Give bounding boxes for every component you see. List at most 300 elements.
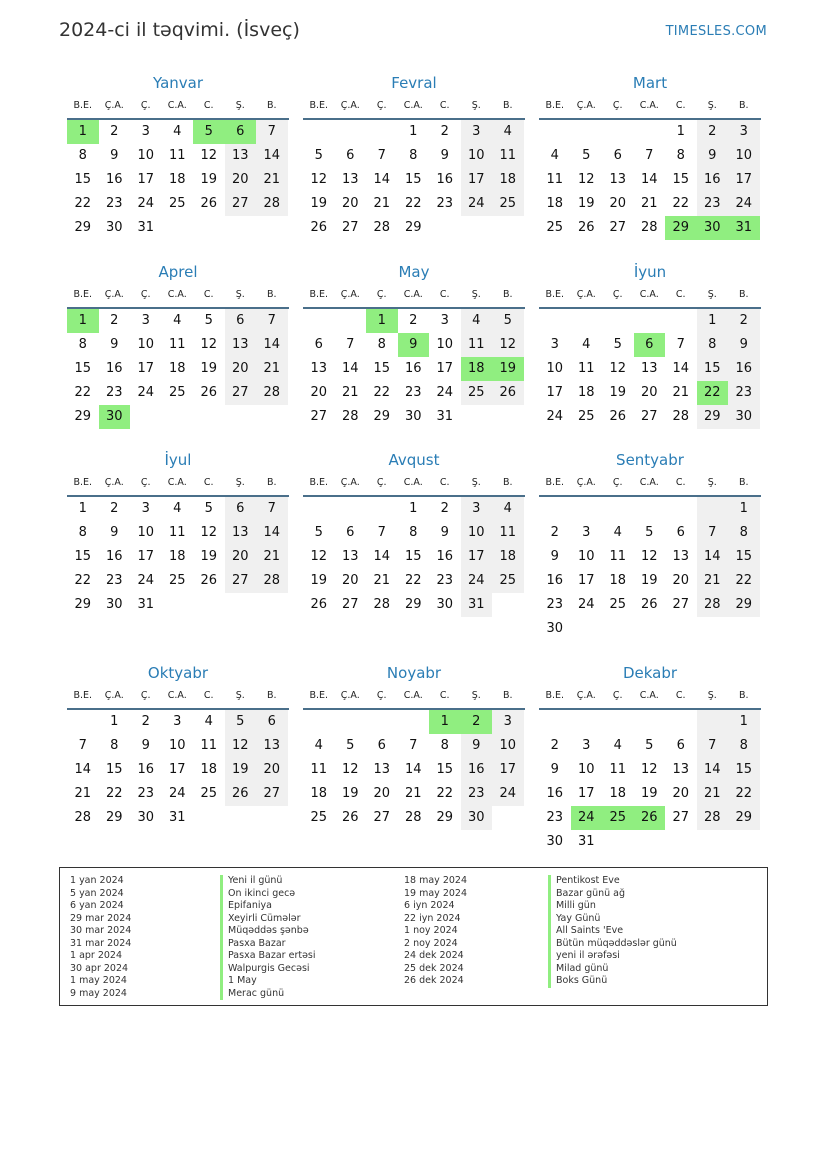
day-cell: 13 xyxy=(373,762,391,777)
weekday-label: C. xyxy=(203,477,214,488)
day-cell: 28 xyxy=(341,409,359,424)
day-cell: 21 xyxy=(404,786,422,801)
day-cell: 28 xyxy=(256,381,288,405)
weekday-header xyxy=(67,94,289,120)
day-cell: 16 xyxy=(728,357,760,381)
day-cell: 21 xyxy=(672,385,690,400)
legend-entry: 5 yan 2024 xyxy=(70,887,124,899)
day-cell: 29 xyxy=(404,597,422,612)
day-cell: 26 xyxy=(634,806,666,830)
day-cell: 15 xyxy=(404,549,422,564)
day-cell: 8 xyxy=(409,525,418,540)
empty-cell xyxy=(571,710,603,734)
day-cell: 19 xyxy=(310,196,328,211)
day-cell: 19 xyxy=(200,549,218,564)
legend-entry: All Saints 'Eve xyxy=(548,925,677,938)
day-cell: 17 xyxy=(461,545,493,569)
day-cell: 5 xyxy=(346,738,355,753)
day-cell: 26 xyxy=(341,810,359,825)
day-cell: 20 xyxy=(640,385,658,400)
day-cell: 14 xyxy=(697,758,729,782)
day-cell: 16 xyxy=(546,786,564,801)
month-name: Mart xyxy=(632,74,668,92)
day-cell: 30 xyxy=(436,597,454,612)
day-grid xyxy=(303,710,525,830)
month-name: Avqust xyxy=(388,451,440,469)
weekday-label: C. xyxy=(675,100,686,111)
day-cell: 5 xyxy=(225,710,257,734)
month-name: Yanvar xyxy=(152,74,204,92)
day-cell: 3 xyxy=(141,313,150,328)
day-cell: 13 xyxy=(310,361,328,376)
day-cell: 31 xyxy=(168,810,186,825)
day-cell: 4 xyxy=(173,124,182,139)
day-cell: 19 xyxy=(640,573,658,588)
day-cell: 3 xyxy=(141,124,150,139)
day-cell: 7 xyxy=(409,738,418,753)
day-cell: 5 xyxy=(492,309,524,333)
day-cell: 13 xyxy=(256,734,288,758)
weekday-label: C.A. xyxy=(403,289,423,300)
day-cell: 11 xyxy=(461,333,493,357)
day-cell: 23 xyxy=(436,573,454,588)
day-cell: 7 xyxy=(377,525,386,540)
day-cell: 28 xyxy=(640,220,658,235)
day-cell: 25 xyxy=(492,569,524,593)
weekday-label: C. xyxy=(439,100,450,111)
weekday-label: Ç.A. xyxy=(576,477,596,488)
day-cell: 26 xyxy=(200,385,218,400)
day-cell: 22 xyxy=(373,385,391,400)
day-cell: 2 xyxy=(440,501,449,516)
legend-entry: 25 dek 2024 xyxy=(404,962,464,974)
day-cell: 6 xyxy=(314,337,323,352)
legend-names-col2 xyxy=(548,875,677,988)
weekday-label: C.A. xyxy=(403,477,423,488)
day-cell: 12 xyxy=(640,549,658,564)
day-cell: 17 xyxy=(728,168,760,192)
day-cell: 22 xyxy=(404,196,422,211)
empty-cell xyxy=(335,120,367,144)
day-grid xyxy=(67,309,289,429)
day-cell: 13 xyxy=(672,549,690,564)
weekday-label: Ş. xyxy=(471,690,481,701)
day-cell: 23 xyxy=(461,782,493,806)
day-cell: 21 xyxy=(697,569,729,593)
weekday-label: C.A. xyxy=(639,100,659,111)
day-cell: 1 xyxy=(67,120,99,144)
empty-cell xyxy=(303,710,335,734)
day-cell: 20 xyxy=(672,786,690,801)
day-cell: 8 xyxy=(728,521,760,545)
legend-entry: Walpurgis Gecəsi xyxy=(220,963,316,976)
day-grid xyxy=(67,497,289,617)
month-name: Aprel xyxy=(158,263,198,281)
day-cell: 13 xyxy=(225,144,257,168)
day-cell: 22 xyxy=(697,381,729,405)
day-cell: 12 xyxy=(310,172,328,187)
day-cell: 29 xyxy=(74,220,92,235)
day-cell: 12 xyxy=(492,333,524,357)
empty-cell xyxy=(539,120,571,144)
day-cell: 16 xyxy=(546,573,564,588)
day-cell: 12 xyxy=(225,734,257,758)
weekday-label: B. xyxy=(502,690,513,701)
weekday-label: Ş. xyxy=(707,690,717,701)
day-cell: 27 xyxy=(609,220,627,235)
day-cell: 2 xyxy=(728,309,760,333)
holiday-legend xyxy=(59,867,768,1006)
day-cell: 3 xyxy=(461,497,493,521)
day-cell: 17 xyxy=(137,172,155,187)
weekday-label: B.E. xyxy=(545,289,565,300)
day-cell: 29 xyxy=(436,810,454,825)
day-cell: 1 xyxy=(429,710,461,734)
legend-entry: 1 apr 2024 xyxy=(70,950,123,961)
weekday-header xyxy=(539,684,761,710)
day-cell: 14 xyxy=(256,521,288,545)
day-grid xyxy=(539,120,761,240)
day-cell: 7 xyxy=(256,497,288,521)
day-cell: 23 xyxy=(728,381,760,405)
weekday-label: Ç.A. xyxy=(340,289,360,300)
month-4 xyxy=(303,261,525,429)
weekday-label: B. xyxy=(738,690,749,701)
day-cell: 28 xyxy=(373,220,391,235)
day-cell: 24 xyxy=(168,786,186,801)
weekday-label: Ç. xyxy=(376,477,387,488)
day-cell: 25 xyxy=(609,597,627,612)
month-name: May xyxy=(398,263,430,281)
day-cell: 29 xyxy=(373,409,391,424)
month-5 xyxy=(539,261,761,429)
day-cell: 6 xyxy=(613,148,622,163)
empty-cell xyxy=(697,710,729,734)
day-cell: 24 xyxy=(461,569,493,593)
day-cell: 3 xyxy=(728,120,760,144)
day-grid xyxy=(67,710,289,830)
page-title: 2024-ci il təqvimi. (İsveç) xyxy=(59,19,300,41)
day-cell: 9 xyxy=(440,148,449,163)
day-cell: 10 xyxy=(492,734,524,758)
day-cell: 30 xyxy=(404,409,422,424)
weekday-label: C. xyxy=(675,477,686,488)
day-grid xyxy=(303,120,525,240)
weekday-label: C.A. xyxy=(167,690,187,701)
day-cell: 28 xyxy=(256,569,288,593)
empty-cell xyxy=(571,120,603,144)
empty-cell xyxy=(67,710,99,734)
day-cell: 14 xyxy=(74,762,92,777)
empty-cell xyxy=(539,710,571,734)
weekday-label: Ç. xyxy=(140,289,151,300)
day-cell: 6 xyxy=(676,525,685,540)
day-cell: 2 xyxy=(440,124,449,139)
empty-cell xyxy=(634,309,666,333)
day-cell: 11 xyxy=(609,549,627,564)
day-cell: 16 xyxy=(461,758,493,782)
day-cell: 6 xyxy=(377,738,386,753)
day-cell: 1 xyxy=(409,124,418,139)
day-grid xyxy=(539,309,761,429)
day-cell: 12 xyxy=(341,762,359,777)
day-cell: 8 xyxy=(697,333,729,357)
day-cell: 6 xyxy=(346,148,355,163)
day-cell: 6 xyxy=(676,738,685,753)
day-cell: 5 xyxy=(193,120,225,144)
day-cell: 30 xyxy=(546,621,564,636)
legend-entry: Pentikost Eve xyxy=(548,875,677,888)
day-cell: 31 xyxy=(137,220,155,235)
day-cell: 7 xyxy=(377,148,386,163)
day-cell: 24 xyxy=(577,597,595,612)
day-cell: 14 xyxy=(404,762,422,777)
day-cell: 27 xyxy=(373,810,391,825)
legend-entry: Bütün müqəddəslər günü xyxy=(548,938,677,951)
weekday-label: C.A. xyxy=(403,100,423,111)
day-cell: 26 xyxy=(492,381,524,405)
empty-cell xyxy=(634,120,666,144)
day-cell: 4 xyxy=(492,120,524,144)
day-cell: 28 xyxy=(672,409,690,424)
day-cell: 11 xyxy=(168,525,186,540)
day-cell: 5 xyxy=(645,525,654,540)
day-cell: 31 xyxy=(728,216,760,240)
day-cell: 14 xyxy=(640,172,658,187)
month-6 xyxy=(67,449,289,617)
month-name: İyun xyxy=(633,263,667,281)
day-cell: 23 xyxy=(546,597,564,612)
day-cell: 15 xyxy=(672,172,690,187)
day-cell: 26 xyxy=(310,597,328,612)
day-cell: 19 xyxy=(225,758,257,782)
day-cell: 26 xyxy=(640,597,658,612)
legend-entry: 18 may 2024 xyxy=(404,875,468,886)
day-cell: 21 xyxy=(74,786,92,801)
weekday-label: C.A. xyxy=(639,289,659,300)
month-10 xyxy=(303,662,525,830)
weekday-label: C. xyxy=(439,289,450,300)
day-cell: 27 xyxy=(256,782,288,806)
month-9 xyxy=(67,662,289,830)
day-cell: 9 xyxy=(550,762,559,777)
day-cell: 2 xyxy=(550,738,559,753)
day-cell: 16 xyxy=(436,549,454,564)
day-cell: 12 xyxy=(609,361,627,376)
day-cell: 29 xyxy=(728,806,760,830)
legend-entry: 31 mar 2024 xyxy=(70,937,132,949)
day-cell: 2 xyxy=(110,501,119,516)
day-cell: 3 xyxy=(440,313,449,328)
day-cell: 19 xyxy=(577,196,595,211)
day-cell: 25 xyxy=(168,196,186,211)
day-cell: 25 xyxy=(546,220,564,235)
day-cell: 19 xyxy=(310,573,328,588)
day-cell: 30 xyxy=(461,806,493,830)
day-cell: 6 xyxy=(634,333,666,357)
day-cell: 13 xyxy=(341,549,359,564)
day-cell: 20 xyxy=(225,545,257,569)
day-cell: 25 xyxy=(168,385,186,400)
weekday-label: Ç.A. xyxy=(104,690,124,701)
weekday-label: B.E. xyxy=(73,289,93,300)
day-cell: 13 xyxy=(672,762,690,777)
weekday-label: Ç. xyxy=(376,690,387,701)
empty-cell xyxy=(665,710,697,734)
brand-link[interactable]: TIMESLES.COM xyxy=(665,24,767,39)
weekday-label: C. xyxy=(203,100,214,111)
weekday-label: Ş. xyxy=(707,477,717,488)
weekday-label: Ç.A. xyxy=(576,289,596,300)
day-cell: 22 xyxy=(105,786,123,801)
day-cell: 17 xyxy=(461,168,493,192)
weekday-label: B. xyxy=(266,289,277,300)
month-name: Oktyabr xyxy=(147,664,209,682)
day-cell: 29 xyxy=(105,810,123,825)
day-cell: 9 xyxy=(398,333,430,357)
day-cell: 3 xyxy=(461,120,493,144)
day-cell: 18 xyxy=(168,549,186,564)
day-cell: 3 xyxy=(582,738,591,753)
day-cell: 5 xyxy=(204,313,213,328)
day-cell: 3 xyxy=(550,337,559,352)
weekday-label: Ç.A. xyxy=(104,477,124,488)
day-cell: 25 xyxy=(492,192,524,216)
weekday-label: B. xyxy=(502,289,513,300)
day-cell: 24 xyxy=(461,192,493,216)
legend-entry: 30 apr 2024 xyxy=(70,962,129,974)
day-cell: 7 xyxy=(697,521,729,545)
day-cell: 14 xyxy=(341,361,359,376)
day-cell: 7 xyxy=(256,120,288,144)
month-name: Fevral xyxy=(391,74,437,92)
legend-entry: 26 dek 2024 xyxy=(404,975,464,986)
empty-cell xyxy=(571,309,603,333)
day-cell: 23 xyxy=(105,573,123,588)
weekday-label: B.E. xyxy=(309,690,329,701)
weekday-header xyxy=(67,684,289,710)
day-cell: 1 xyxy=(697,309,729,333)
day-cell: 24 xyxy=(571,806,603,830)
day-cell: 24 xyxy=(492,782,524,806)
day-cell: 4 xyxy=(613,738,622,753)
day-cell: 17 xyxy=(168,762,186,777)
day-cell: 10 xyxy=(577,762,595,777)
day-cell: 19 xyxy=(492,357,524,381)
day-cell: 30 xyxy=(105,220,123,235)
day-cell: 5 xyxy=(314,148,323,163)
empty-cell xyxy=(665,497,697,521)
legend-dates-col1 xyxy=(70,875,131,1000)
day-cell: 4 xyxy=(550,148,559,163)
day-cell: 16 xyxy=(137,762,155,777)
weekday-label: C. xyxy=(203,289,214,300)
day-cell: 23 xyxy=(546,810,564,825)
legend-entry: 22 iyn 2024 xyxy=(404,912,461,924)
day-cell: 2 xyxy=(409,313,418,328)
day-cell: 8 xyxy=(676,148,685,163)
legend-entry: 30 mar 2024 xyxy=(70,925,132,936)
day-cell: 18 xyxy=(168,172,186,187)
day-cell: 19 xyxy=(609,385,627,400)
day-cell: 19 xyxy=(341,786,359,801)
weekday-label: Ş. xyxy=(471,100,481,111)
day-cell: 16 xyxy=(404,361,422,376)
day-cell: 31 xyxy=(577,834,595,849)
day-cell: 27 xyxy=(341,597,359,612)
day-cell: 4 xyxy=(613,525,622,540)
weekday-label: B. xyxy=(502,100,513,111)
day-cell: 4 xyxy=(173,501,182,516)
weekday-label: Ç. xyxy=(612,477,623,488)
day-cell: 1 xyxy=(366,309,398,333)
weekday-label: Ç. xyxy=(140,477,151,488)
legend-entry: Epifaniya xyxy=(220,900,316,913)
legend-entry: 24 dek 2024 xyxy=(404,950,464,961)
day-cell: 11 xyxy=(310,762,328,777)
weekday-label: Ç.A. xyxy=(340,100,360,111)
day-cell: 25 xyxy=(461,381,493,405)
weekday-label: B.E. xyxy=(309,289,329,300)
day-cell: 8 xyxy=(78,148,87,163)
day-cell: 11 xyxy=(168,337,186,352)
day-cell: 5 xyxy=(645,738,654,753)
empty-cell xyxy=(539,497,571,521)
weekday-label: Ş. xyxy=(235,477,245,488)
day-cell: 31 xyxy=(137,597,155,612)
day-cell: 18 xyxy=(609,786,627,801)
empty-cell xyxy=(602,120,634,144)
weekday-label: B.E. xyxy=(545,477,565,488)
day-cell: 19 xyxy=(640,786,658,801)
day-cell: 12 xyxy=(577,172,595,187)
day-cell: 9 xyxy=(440,525,449,540)
weekday-label: Ş. xyxy=(471,289,481,300)
day-cell: 2 xyxy=(141,714,150,729)
day-cell: 14 xyxy=(256,144,288,168)
day-cell: 3 xyxy=(141,501,150,516)
weekday-label: Ç. xyxy=(140,690,151,701)
day-cell: 6 xyxy=(346,525,355,540)
month-1 xyxy=(303,72,525,240)
day-cell: 1 xyxy=(409,501,418,516)
legend-entry: Bazar günü ağ xyxy=(548,888,677,901)
day-cell: 16 xyxy=(105,549,123,564)
day-cell: 29 xyxy=(728,593,760,617)
day-cell: 14 xyxy=(256,333,288,357)
weekday-label: C. xyxy=(439,690,450,701)
legend-entry: Pasxa Bazar xyxy=(220,938,316,951)
day-cell: 8 xyxy=(728,734,760,758)
day-cell: 26 xyxy=(609,409,627,424)
day-cell: 29 xyxy=(74,409,92,424)
month-3 xyxy=(67,261,289,429)
empty-cell xyxy=(366,497,398,521)
day-cell: 11 xyxy=(200,738,218,753)
day-cell: 23 xyxy=(697,192,729,216)
day-cell: 5 xyxy=(204,501,213,516)
day-cell: 28 xyxy=(74,810,92,825)
day-cell: 21 xyxy=(256,357,288,381)
weekday-header xyxy=(303,684,525,710)
day-cell: 27 xyxy=(672,597,690,612)
weekday-label: Ç. xyxy=(612,289,623,300)
day-cell: 23 xyxy=(404,385,422,400)
day-cell: 4 xyxy=(314,738,323,753)
weekday-label: B.E. xyxy=(545,690,565,701)
day-cell: 21 xyxy=(256,545,288,569)
day-cell: 28 xyxy=(256,192,288,216)
